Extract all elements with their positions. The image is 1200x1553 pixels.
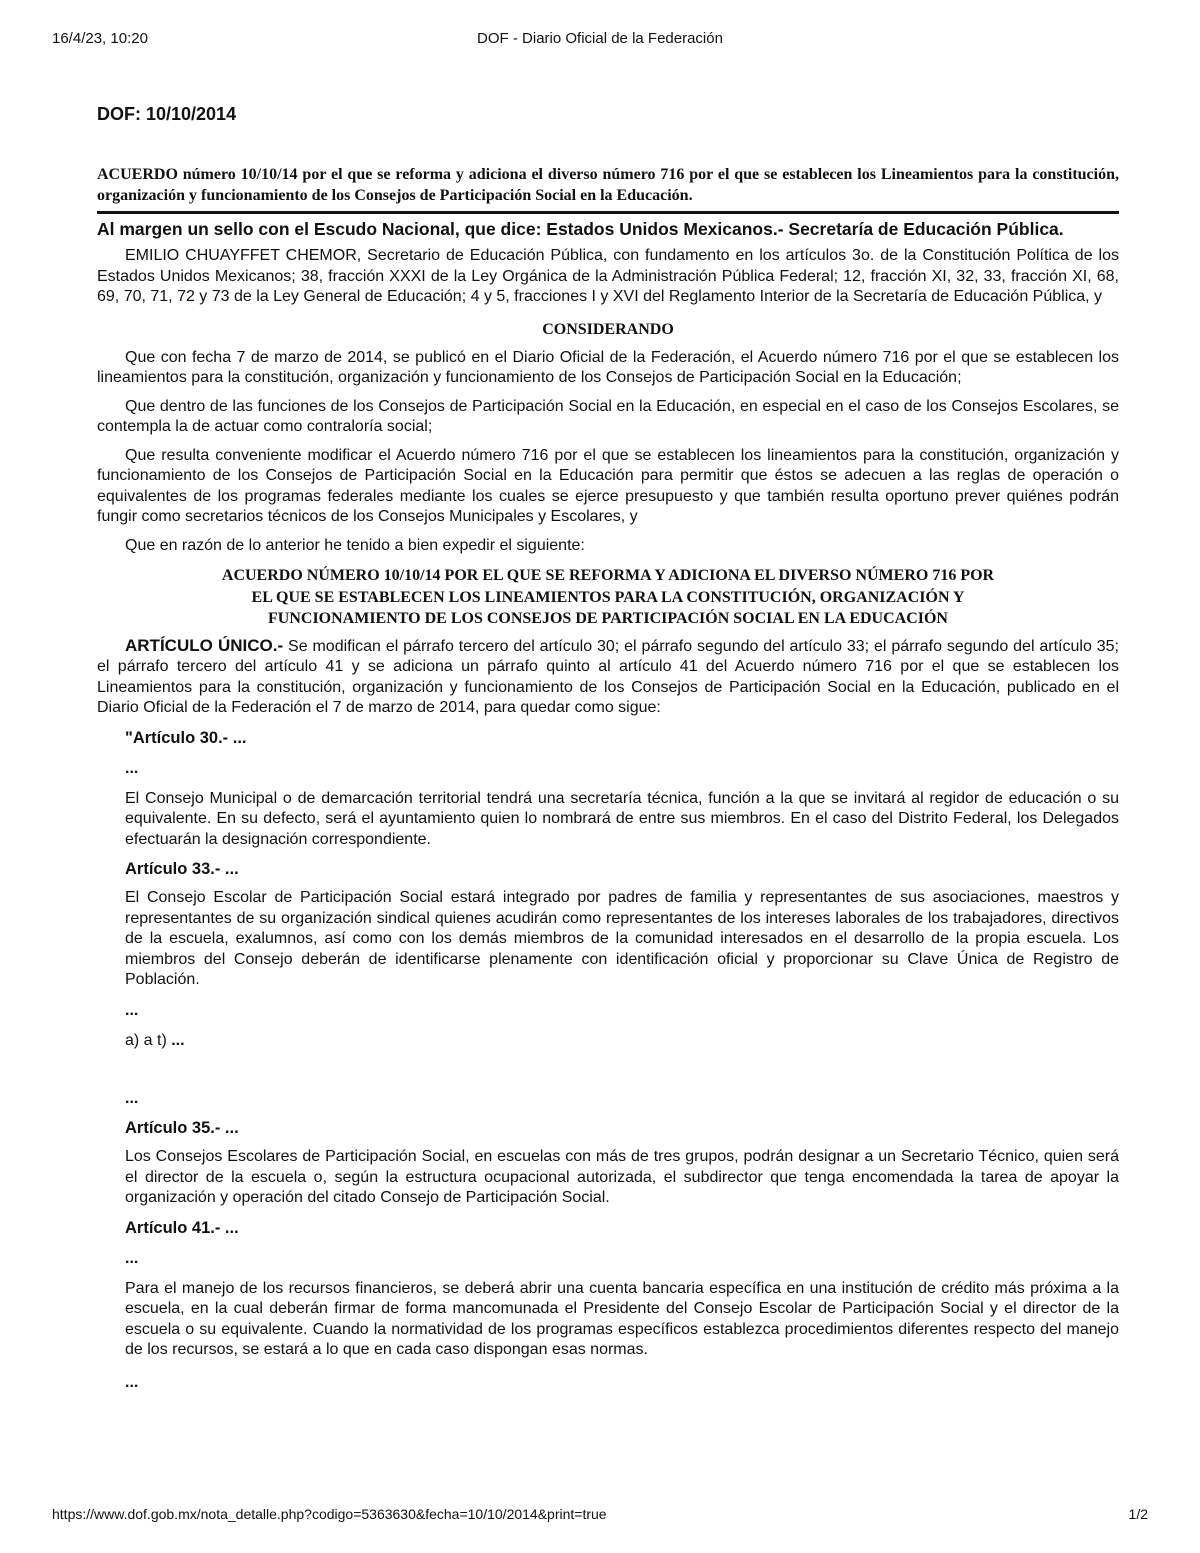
dof-date: DOF: 10/10/2014 — [97, 104, 237, 124]
considerando-heading: CONSIDERANDO — [542, 320, 674, 338]
ellipsis: ... — [125, 1373, 139, 1391]
document-body — [97, 102, 1119, 1393]
title-divider — [97, 211, 1119, 214]
article-30-heading: "Artículo 30.- ... — [125, 728, 247, 747]
considerando-paragraph: Que dentro de las funciones de los Consejos de Participación Social en la Educación, en especial en el caso de los Consejos Escolares, se contempla la de actuar como contraloría social; — [97, 397, 1119, 435]
print-timestamp: 16/4/23, 10:20 — [52, 30, 148, 47]
article-41-text: Para el manejo de los recursos financieros, se deberá abrir una cuenta bancaria específica en una institución de crédito más próxima a la escuela, en la cual deberán firmar de forma mancomunada el Presidente del Consejo Escolar de Participación Social y el director de la escuela o su equivalente. Cuando la normatividad de los programas específicos establezca procedimientos diferentes respecto del manejo de los recursos, se estará a lo que en cada caso dispongan esas normas. — [125, 1279, 1119, 1358]
article-35-heading: Artículo 35.- ... — [125, 1119, 239, 1137]
ellipsis: ... — [125, 1001, 139, 1019]
articulo-unico — [97, 636, 1119, 719]
range-label: a) a t) — [125, 1031, 172, 1049]
print-page-title: DOF - Diario Oficial de la Federación — [477, 30, 723, 47]
articulo-unico-text: Se modifican el párrafo tercero del artículo 30; el párrafo segundo del artículo 33; el párrafo segundo del artículo 35; el párrafo tercero del artículo 41 y se adiciona un párrafo quinto al artículo 41 del Acuerdo número 716 por el que se establecen los Lineamientos para la constitución, organización y funcionamiento de los Consejos de Participación Social en la Educación, publicado en el Diario Oficial de la Federación el 7 de marzo de 2014, para quedar como sigue: — [97, 637, 1119, 716]
ellipsis: ... — [125, 759, 139, 777]
ellipsis: ... — [125, 1249, 139, 1267]
print-page-number: 1/2 — [1128, 1506, 1148, 1522]
acuerdo-heading-line: FUNCIONAMIENTO DE LOS CONSEJOS DE PARTICIPACIÓN SOCIAL EN LA EDUCACIÓN — [268, 610, 948, 627]
acuerdo-heading-line: ACUERDO NÚMERO 10/10/14 POR EL QUE SE REFORMA Y ADICIONA EL DIVERSO NÚMERO 716 POR — [221, 567, 995, 584]
print-url: https://www.dof.gob.mx/nota_detalle.php?codigo=5363630&fecha=10/10/2014&print=true — [52, 1506, 607, 1522]
considerando-paragraph: Que resulta conveniente modificar el Acuerdo número 716 por el que se establecen los lineamientos para la constitución, organización y funcionamiento de los Consejos de Participación Social en la Educación para permitir que éstos se adecuen a las reglas de operación o equivalentes de los programas federales mediante los cuales se ejerce presupuesto y que también resulta oportuno prever quiénes podrán fungir como secretarios técnicos de los Consejos Municipales y Escolares, y — [97, 446, 1119, 525]
article-33-heading: Artículo 33.- ... — [125, 860, 239, 878]
article-35-text: Los Consejos Escolares de Participación Social, en escuelas con más de tres grupos, podrán designar a un Secretario Técnico, quien será el director de la escuela o, según la estructura ocupacional autorizada, el subdirector que tenga encomendada la tarea de apoyar la organización y operación del citado Consejo de Participación Social. — [125, 1148, 1119, 1206]
acuerdo-heading-line: EL QUE SE ESTABLECEN LOS LINEAMIENTOS PARA LA CONSTITUCIÓN, ORGANIZACIÓN Y — [251, 588, 965, 606]
considerando-paragraph: Que en razón de lo anterior he tenido a bien expedir el siguiente: — [125, 536, 585, 554]
intro-paragraph: EMILIO CHUAYFFET CHEMOR, Secretario de Educación Pública, con fundamento en los artículos 3o. de la Constitución Política de los Estados Unidos Mexicanos; 38, fracción XXXI de la Ley Orgánica de la Administración Pública Federal; 12, fracción XI, 32, 33, fracción XI, 68, 69, 70, 71, 72 y 73 de la Ley General de Educación; 4 y 5, fracciones I y XVI del Reglamento Interior de la Secretaría de Educación Pública, y — [97, 247, 1119, 305]
margin-note: Al margen un sello con el Escudo Nacional, que dice: Estados Unidos Mexicanos.- Secretaría de Educación Pública. — [97, 219, 1064, 239]
ellipsis: ... — [125, 1090, 139, 1107]
article-41-heading: Artículo 41.- ... — [125, 1218, 239, 1237]
considerando-paragraph: Que con fecha 7 de marzo de 2014, se publicó en el Diario Oficial de la Federación, el Acuerdo número 716 por el que se establecen los lineamientos para la constitución, organización y funcionamiento de los Consejos de Participación Social en la Educación; — [97, 348, 1119, 386]
acuerdo-heading — [97, 565, 1119, 630]
article-33-range — [125, 1031, 1119, 1052]
ellipsis: ... — [171, 1031, 185, 1049]
article-30-text: El Consejo Municipal o de demarcación territorial tendrá una secretaría técnica, función a la que se invitará al regidor de educación o su equivalente. En su defecto, será el ayuntamiento quien lo nombrará de entre sus miembros. En el caso del Distrito Federal, los Delegados efectuarán la designación correspondiente. — [125, 789, 1119, 848]
article-33-text: El Consejo Escolar de Participación Social estará integrado por padres de familia y representantes de sus asociaciones, maestros y representantes de su organización sindical quienes acudirán como representantes de los intereses laborales de los trabajadores, directivos de la escuela, exalumnos, así como con los demás miembros de la comunidad interesados en el desarrollo de la propia escuela. Los miembros del Consejo deberán de identificarse plenamente con identificación oficial y proporcionar su Clave Única de Registro de Población. — [125, 889, 1119, 988]
document-title: ACUERDO número 10/10/14 por el que se reforma y adiciona el diverso número 716 por el que se establecen los Lineamientos para la constitución, organización y funcionamiento de los Consejos de Participación Social en la Educación. — [97, 166, 1119, 204]
articulo-unico-label: ARTÍCULO ÚNICO.- — [125, 635, 284, 655]
